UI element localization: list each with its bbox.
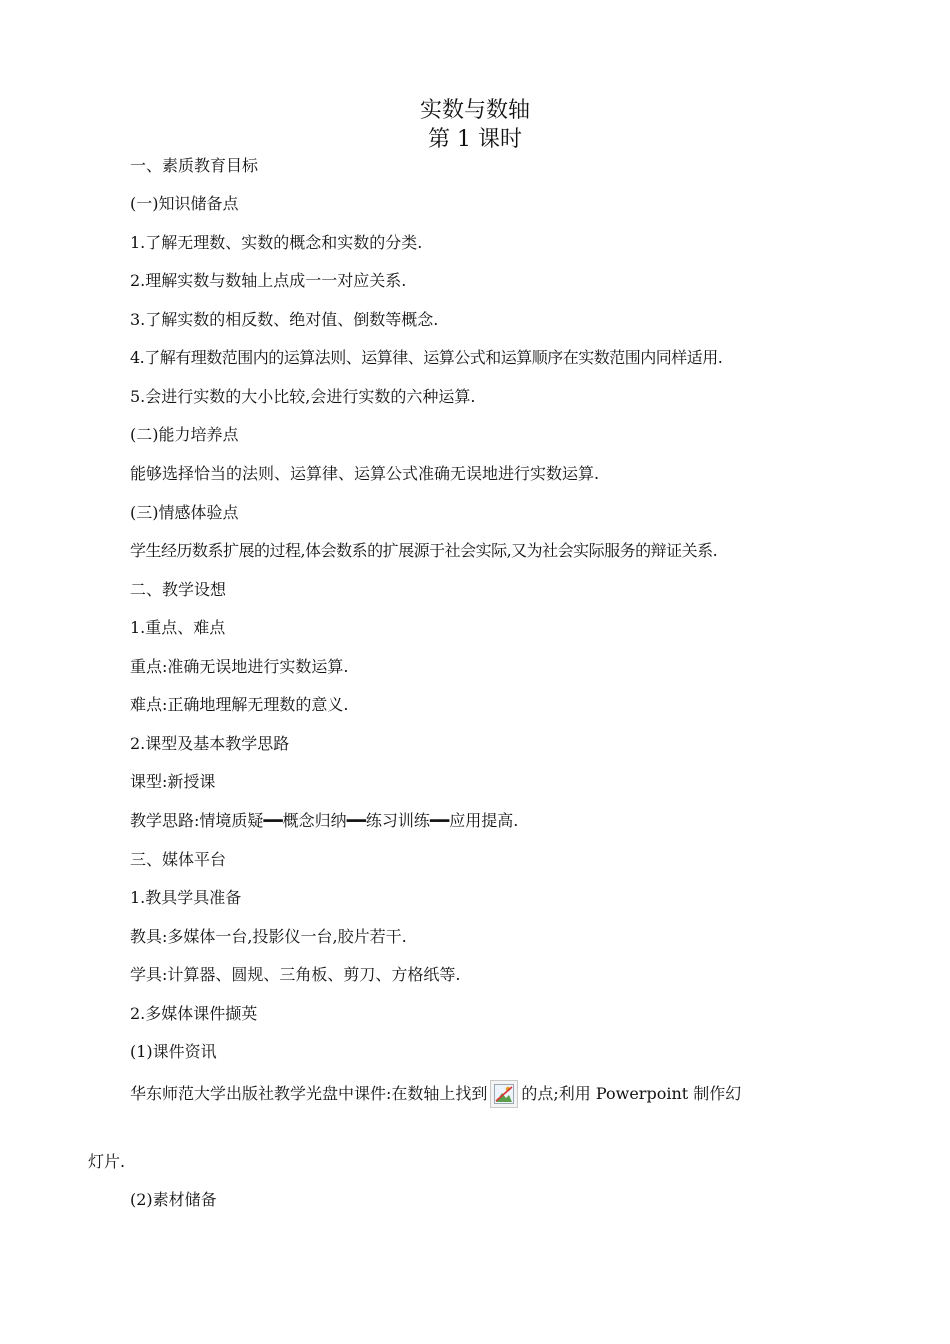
list-item: 3.了解实数的相反数、绝对值、倒数等概念. (130, 310, 439, 329)
list-item: 1.教具学具准备 (130, 888, 242, 907)
document-title: 实数与数轴 (419, 98, 530, 123)
subsection-heading: (三)情感体验点 (130, 503, 239, 522)
paragraph: 教具:多媒体一台,投影仪一台,胶片若干. (130, 927, 407, 946)
list-item: 2.理解实数与数轴上点成一一对应关系. (130, 271, 407, 290)
paragraph: 重点:准确无误地进行实数运算. (130, 657, 349, 676)
document-subtitle: 第 1 课时 (428, 127, 522, 152)
paragraph: 难点:正确地理解无理数的意义. (130, 695, 349, 714)
paragraph: 学具:计算器、圆规、三角板、剪刀、方格纸等. (130, 965, 461, 984)
paragraph: 学生经历数系扩展的过程,体会数系的扩展源于社会实际,又为社会实际服务的辩证关系. (130, 541, 718, 560)
subsection-heading: (二)能力培养点 (130, 425, 239, 444)
courseware-continuation: 灯片. (88, 1152, 126, 1171)
courseware-text-after: 的点;利用 Powerpoint 制作幻 (521, 1084, 742, 1103)
paragraph: 课型:新授课 (130, 772, 216, 791)
subsection-heading: (2)素材储备 (130, 1190, 217, 1209)
list-item: 4.了解有理数范围内的运算法则、运算律、运算公式和运算顺序在实数范围内同样适用. (130, 348, 723, 367)
list-item: 2.多媒体课件撷英 (130, 1004, 258, 1023)
list-item: 1.了解无理数、实数的概念和实数的分类. (130, 233, 423, 252)
section-heading: 二、教学设想 (130, 580, 227, 599)
courseware-paragraph (130, 1080, 741, 1108)
subsection-heading: (1)课件资讯 (130, 1042, 217, 1061)
paragraph: 能够选择恰当的法则、运算律、运算公式准确无误地进行实数运算. (130, 464, 600, 483)
list-item: 1.重点、难点 (130, 618, 226, 637)
courseware-text-before: 华东师范大学出版社教学光盘中课件:在数轴上找到 (130, 1084, 488, 1103)
list-item: 5.会进行实数的大小比较,会进行实数的六种运算. (130, 387, 476, 406)
list-item: 2.课型及基本教学思路 (130, 734, 290, 753)
broken-image-icon (490, 1080, 518, 1108)
paragraph: 教学思路:情境质疑━━概念归纳━━练习训练━━应用提高. (130, 811, 519, 830)
subsection-heading: (一)知识储备点 (130, 194, 239, 213)
section-heading: 三、媒体平台 (130, 850, 227, 869)
section-heading: 一、素质教育目标 (130, 156, 259, 175)
